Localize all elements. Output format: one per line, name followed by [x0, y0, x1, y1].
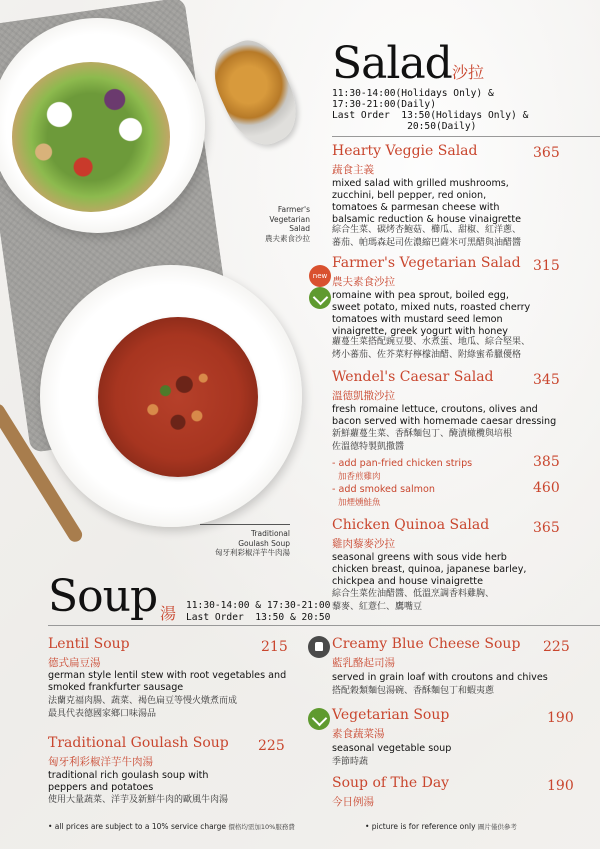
desc-line: balsamic reduction & house vinaigrette: [332, 214, 521, 225]
soup-hours: [186, 600, 330, 624]
caption-line-zh: 農夫素食沙拉: [265, 233, 310, 243]
menu-item-name-zh: 蔬食主義: [332, 164, 374, 176]
desc-line: seasonal vegetable soup: [332, 743, 452, 754]
menu-item-price: 225: [543, 639, 570, 655]
desc-line: tomatoes & parmesan cheese with: [332, 202, 500, 213]
menu-item-name-zh: 農夫素食沙拉: [332, 276, 395, 288]
hours-line: 20:50(Daily): [332, 121, 477, 132]
desc-line-zh: 季節時蔬: [332, 757, 369, 767]
menu-item-name: Traditional Goulash Soup: [48, 735, 229, 751]
menu-item-name: Vegetarian Soup: [332, 707, 450, 723]
menu-item-description-zh: [332, 756, 368, 769]
service-charge-note: [48, 822, 295, 831]
hours-line: 11:30-14:00 & 17:30-21:00: [186, 600, 331, 611]
desc-line: peppers and potatoes: [48, 782, 154, 793]
menu-item-price: 345: [533, 372, 560, 388]
vegetarian-icon: [309, 287, 331, 309]
menu-item-description-zh: [332, 336, 530, 362]
desc-line: romaine with pea sprout, boiled egg,: [332, 290, 509, 301]
salad-divider: [332, 136, 600, 137]
desc-line: chickpea and house vinaigrette: [332, 576, 483, 587]
desc-line-zh: 法蘭克福肉腸、蔬菜、褐色扁豆等慢火燉煮而成: [48, 696, 238, 706]
salad-title: Salad: [332, 38, 452, 89]
menu-item-name-zh: 德式扁豆湯: [48, 657, 101, 669]
caption-line: Goulash Soup: [238, 538, 290, 548]
menu-item-name: Hearty Veggie Salad: [332, 143, 478, 159]
addon-label-zh: 加香煎雞肉: [338, 472, 381, 482]
soup-title: Soup: [48, 571, 158, 622]
hours-line: Last Order 13:50(Holidays Only) &: [332, 110, 529, 121]
caption-line: Farmer's: [277, 205, 310, 214]
desc-line: sweet potato, mixed nuts, roasted cherry: [332, 302, 531, 313]
desc-line: zucchini, bell pepper, red onion,: [332, 190, 487, 201]
addon-label-zh: 加煙燻鮭魚: [338, 498, 381, 508]
new-badge: new: [309, 265, 331, 287]
menu-item-name: Chicken Quinoa Salad: [332, 517, 490, 533]
menu-item-description: [332, 404, 556, 428]
salad-photo-caption: [222, 205, 310, 243]
menu-item-description-zh: [332, 685, 494, 698]
soup-title-zh: 湯: [160, 604, 177, 623]
desc-line: traditional rich goulash soup with: [48, 770, 209, 781]
menu-item-name: Farmer's Vegetarian Salad: [332, 255, 521, 271]
goulash-soup-photo: [115, 334, 241, 460]
menu-item-description: [332, 290, 530, 338]
desc-line-zh: 最具代表德國家鄉口味湯品: [48, 709, 157, 719]
desc-line-zh: 蕃茄、帕瑪森起司佐濃縮巴薩米可黑醋與油醋醬: [332, 238, 522, 248]
caption-divider: [200, 524, 290, 525]
desc-line-zh: 新鮮蘿蔓生菜、香酥麵包丁、醃漬橄欖與培根: [332, 429, 513, 439]
menu-item-description: [332, 552, 526, 588]
menu-item-name-zh: 藍乳酪起司湯: [332, 657, 395, 669]
addon-label: - add pan-fried chicken strips: [332, 458, 473, 469]
salad-title-zh: 沙拉: [452, 63, 485, 82]
menu-item-description-zh: [48, 794, 228, 807]
menu-item-price: 365: [533, 145, 560, 161]
caption-line: Traditional: [250, 529, 290, 538]
menu-item-price: 215: [261, 639, 288, 655]
menu-item-description-zh: [332, 428, 512, 454]
picture-reference-note: [365, 822, 517, 831]
menu-item-price: 315: [533, 258, 560, 274]
menu-item-price: 190: [547, 710, 574, 726]
menu-item-name-zh: 今日例湯: [332, 796, 374, 808]
desc-line-zh: 藜麥、紅薏仁、鷹嘴豆: [332, 602, 423, 612]
footnote-text-zh: 價格均需加10%服務費: [228, 823, 295, 831]
desc-line: seasonal greens with sous vide herb: [332, 552, 507, 563]
caption-line: Vegetarian: [269, 214, 310, 224]
menu-item-price: 365: [533, 520, 560, 536]
thumbs-up-icon: [308, 636, 330, 658]
hours-line: 17:30-21:00(Daily): [332, 99, 436, 110]
menu-item-description: [48, 770, 208, 794]
footnote-text-zh: 圖片僅供參考: [477, 823, 517, 831]
goulash-photo-caption: [200, 529, 290, 558]
menu-item-description: [332, 178, 521, 226]
soup-divider: [48, 625, 600, 626]
menu-item-description: [332, 743, 451, 755]
menu-item-price: 225: [258, 738, 285, 754]
desc-line-zh: 綜合生菜、碳烤杏鮑菇、櫛瓜、甜椒、紅洋蔥、: [332, 225, 522, 235]
menu-item-description-zh: [332, 224, 521, 250]
desc-line: chicken breast, quinoa, japanese barley,: [332, 564, 527, 575]
desc-line: tomatoes with mustard seed lemon: [332, 314, 503, 325]
desc-line-zh: 蘿蔓生菜搭配豌豆嬰、水煮蛋、地瓜、綜合堅果、: [332, 337, 531, 347]
desc-line-zh: 綜合生菜佐油醋醬、低溫烹調香料雞胸、: [332, 589, 495, 599]
vegetarian-icon: [308, 708, 330, 730]
salad-hours: [332, 88, 572, 132]
addon-price: 385: [533, 454, 560, 470]
caption-line-zh: 匈牙利彩椒洋芋牛肉湯: [215, 548, 290, 557]
menu-item-description-zh: [332, 588, 494, 614]
desc-line-zh: 烤小蕃茄、佐芥菜籽檸檬油醋、附綠蜜希臘優格: [332, 350, 522, 360]
desc-line-zh: 使用大量蔬菜、洋芋及新鮮牛肉的歐風牛肉湯: [48, 795, 229, 805]
hours-line: 11:30-14:00(Holidays Only) &: [332, 88, 494, 99]
desc-line: fresh romaine lettuce, croutons, olives and: [332, 404, 538, 415]
footnote-text: • all prices are subject to a 10% service charge: [48, 822, 226, 831]
desc-line-zh: 搭配穀類麵包湯碗、香酥麵包丁和蝦夷蔥: [332, 686, 495, 696]
desc-line: mixed salad with grilled mushrooms,: [332, 178, 509, 189]
menu-item-name: Creamy Blue Cheese Soup: [332, 636, 521, 652]
menu-item-name-zh: 素食蔬菜湯: [332, 728, 385, 740]
hours-line: Last Order 13:50 & 20:50: [186, 612, 331, 623]
menu-item-name-zh: 溫德凱撒沙拉: [332, 390, 395, 402]
desc-line: bacon served with homemade caesar dressing: [332, 416, 557, 427]
desc-line: smoked frankfurter sausage: [48, 682, 184, 693]
addon-label: - add smoked salmon: [332, 484, 435, 495]
desc-line-zh: 佐溫德特製凱撒醬: [332, 442, 405, 452]
addon-price: 460: [533, 480, 560, 496]
menu-item-name-zh: 雞肉藜麥沙拉: [332, 538, 395, 550]
caption-line: Salad: [289, 224, 310, 233]
menu-item-name: Lentil Soup: [48, 636, 130, 652]
desc-line: served in grain loaf with croutons and chives: [332, 672, 548, 683]
menu-item-name: Soup of The Day: [332, 775, 450, 791]
menu-item-price: 190: [547, 778, 574, 794]
menu-item-description: [332, 672, 548, 684]
menu-item-description-zh: [48, 695, 237, 721]
salad-food-photo: [12, 62, 170, 212]
desc-line: vinaigrette, greek yogurt with honey: [332, 326, 508, 337]
menu-item-name: Wendel's Caesar Salad: [332, 369, 494, 385]
menu-item-name-zh: 匈牙利彩椒洋芋牛肉湯: [48, 756, 153, 768]
desc-line: german style lentil stew with root vegetables and: [48, 670, 287, 681]
menu-item-description: [48, 670, 286, 694]
footnote-text: • picture is for reference only: [365, 822, 476, 831]
